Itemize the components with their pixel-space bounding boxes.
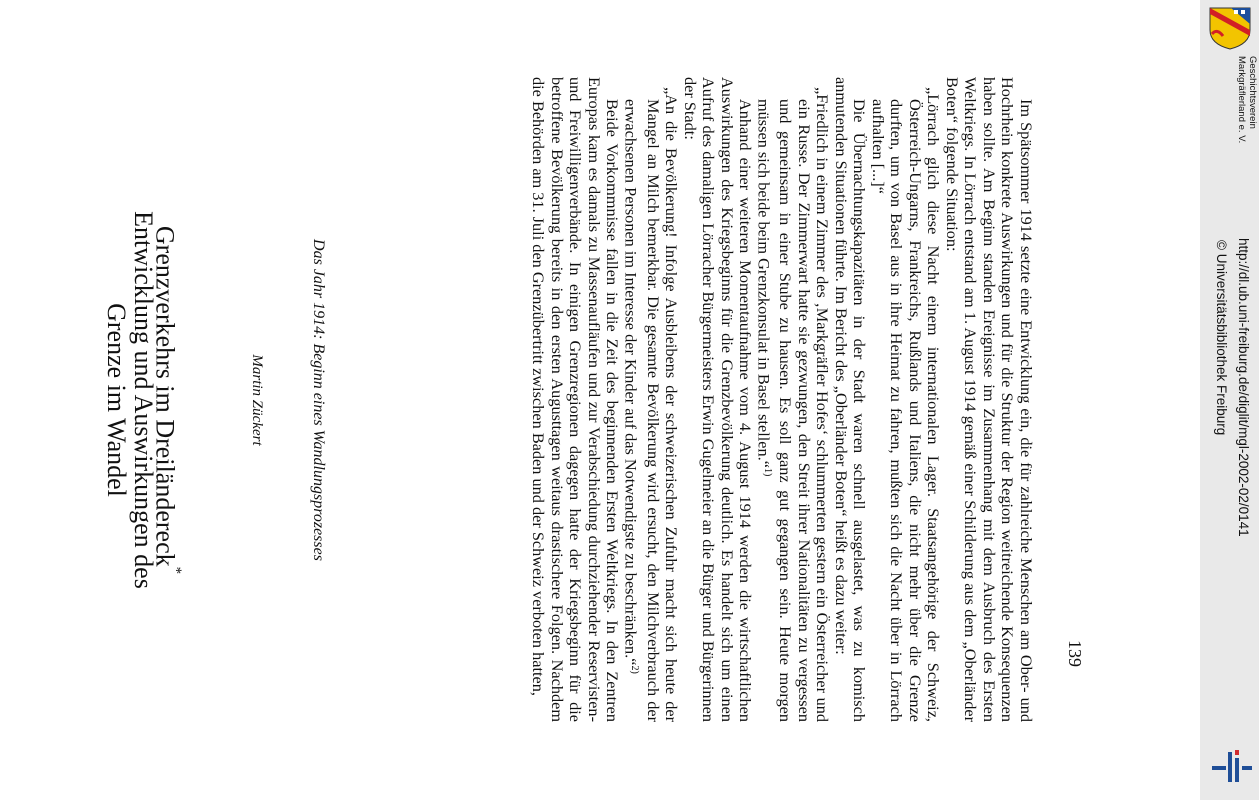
- paragraph: Die Übernachtungskapazitäten in der Stadt waren schnell ausgelastet, was zu komisch anmutenden Situationen führte. Im Bericht des „Oberländer Boten“ heißt es dazu weiter:: [832, 77, 870, 722]
- title-line-2: Entwicklung und Auswirkungen des: [129, 211, 158, 589]
- title-line-1: Grenze im Wandel: [102, 303, 131, 497]
- body-text: [335, 77, 1035, 722]
- source-url-link[interactable]: http://dl.ub.uni-freiburg.de/diglit/mgl-2002-02/0141: [1236, 238, 1251, 537]
- title-line-3: [150, 0, 184, 800]
- quote: [621, 77, 680, 722]
- source-info: [1201, 200, 1259, 730]
- footnote-ref: 1): [762, 467, 773, 477]
- page-number: 139: [1065, 640, 1085, 667]
- paragraph: Im Spätsommer 1914 setzte eine Entwicklung ein, die für zahlreiche Menschen am Ober- und Hochrhein konkrete Auswirkungen und für die Struktur der Region weitreichende Konsequenzen haben sollte. Am Beginn standen Ereignisse im Zusammenhang mit dem Ausbruch des Ersten Weltkriegs. In Lörrach entstand am 1. August 1914 gemäß einer Schilderung aus dem „Oberländer Boten“ folgende Situation:: [943, 77, 1036, 722]
- quote: „Lörrach glich diese Nacht einem internationalen Lager. Staatsangehörige der Schweiz, Österreich-Ungarns, Frankreichs, Rußlands und Italiens, die nicht mehr über die Grenze durften, um von Basel aus in ihre Heimat zu fahren, mußten sich die Nacht über in Lörrach aufhalten [...]“: [869, 87, 944, 722]
- coat-of-arms-icon: [1207, 6, 1253, 50]
- footnote-ref: 2): [629, 665, 641, 674]
- paragraph: Anhand einer weiteren Momentaufnahme vom 4. August 1914 werden die wirtschaftlichen Auswirkungen des Kriegsbeginns für die Grenzbevölkerung deutlich. Es handelt sich um einen Aufruf des damaligen Lörracher Bürgermeisters Erwin Gugelmeier an die Bürger und Bürgerinnen der Stadt:: [680, 77, 756, 722]
- quote-text: „An die Bevölkerung! Infolge Ausbleibens der schweizerischen Zufuhr macht sich heute der Mangel an Milch bemerkbar. Die gesamte Bevölkerung wird ersucht, den Milchverbrauch der erwachsenen Personen im Interesse der Kinder auf das Notwendigste zu beschränken.“: [621, 87, 682, 722]
- university-logo-icon: [1211, 748, 1253, 786]
- title-line-3-text: Grenzverkehrs im Dreiländereck: [150, 225, 180, 567]
- paragraph: Beide Vorkommnisse fallen in die Zeit des beginnenden Ersten Weltkriegs. In den Zentren Europas kam es damals zu Massenaufläufen und zur Verabschiedung durchziehender Reservisten- und Freiwilligenverbände. In einigen Grenzregionen dagegen hatte der Kriegsbeginn für die betroffene Bevölkerung bereits in den ersten Augusttagen weitaus drastischere Folgen. Nachdem die Behörden am 31. Juli den Grenzübertritt zwischen Baden und der Schweiz verboten hatten,: [529, 77, 623, 722]
- section-heading: Das Jahr 1914: Beginn eines Wandlungsprozesses: [310, 239, 327, 561]
- title-footnote-mark: *: [168, 566, 184, 575]
- quote: [754, 77, 831, 722]
- author: Martin Zückert: [249, 354, 265, 446]
- society-name-line-2: Markgräflerland e. V.: [1236, 56, 1247, 144]
- quote-text: „Friedlich in einem Zimmer des ‚Markgräfler Hofes‘ schlummerten gestern ein Österreicher und ein Russe. Der Zimmerwart hatte sie gezwungen, den Streit ihrer Nationalitäten zu vergessen und gemeinsam in einer Stube zu hausen. Es soll ganz gut gegangen sein. Heute morgen müssen sich beide beim Grenzkonsulat in Basel stellen.“: [754, 87, 833, 722]
- society-name-line-1: Geschichtsverein: [1247, 56, 1258, 129]
- copyright-notice: © Universitätsbibliothek Freiburg: [1214, 240, 1229, 436]
- society-label: [1228, 56, 1258, 186]
